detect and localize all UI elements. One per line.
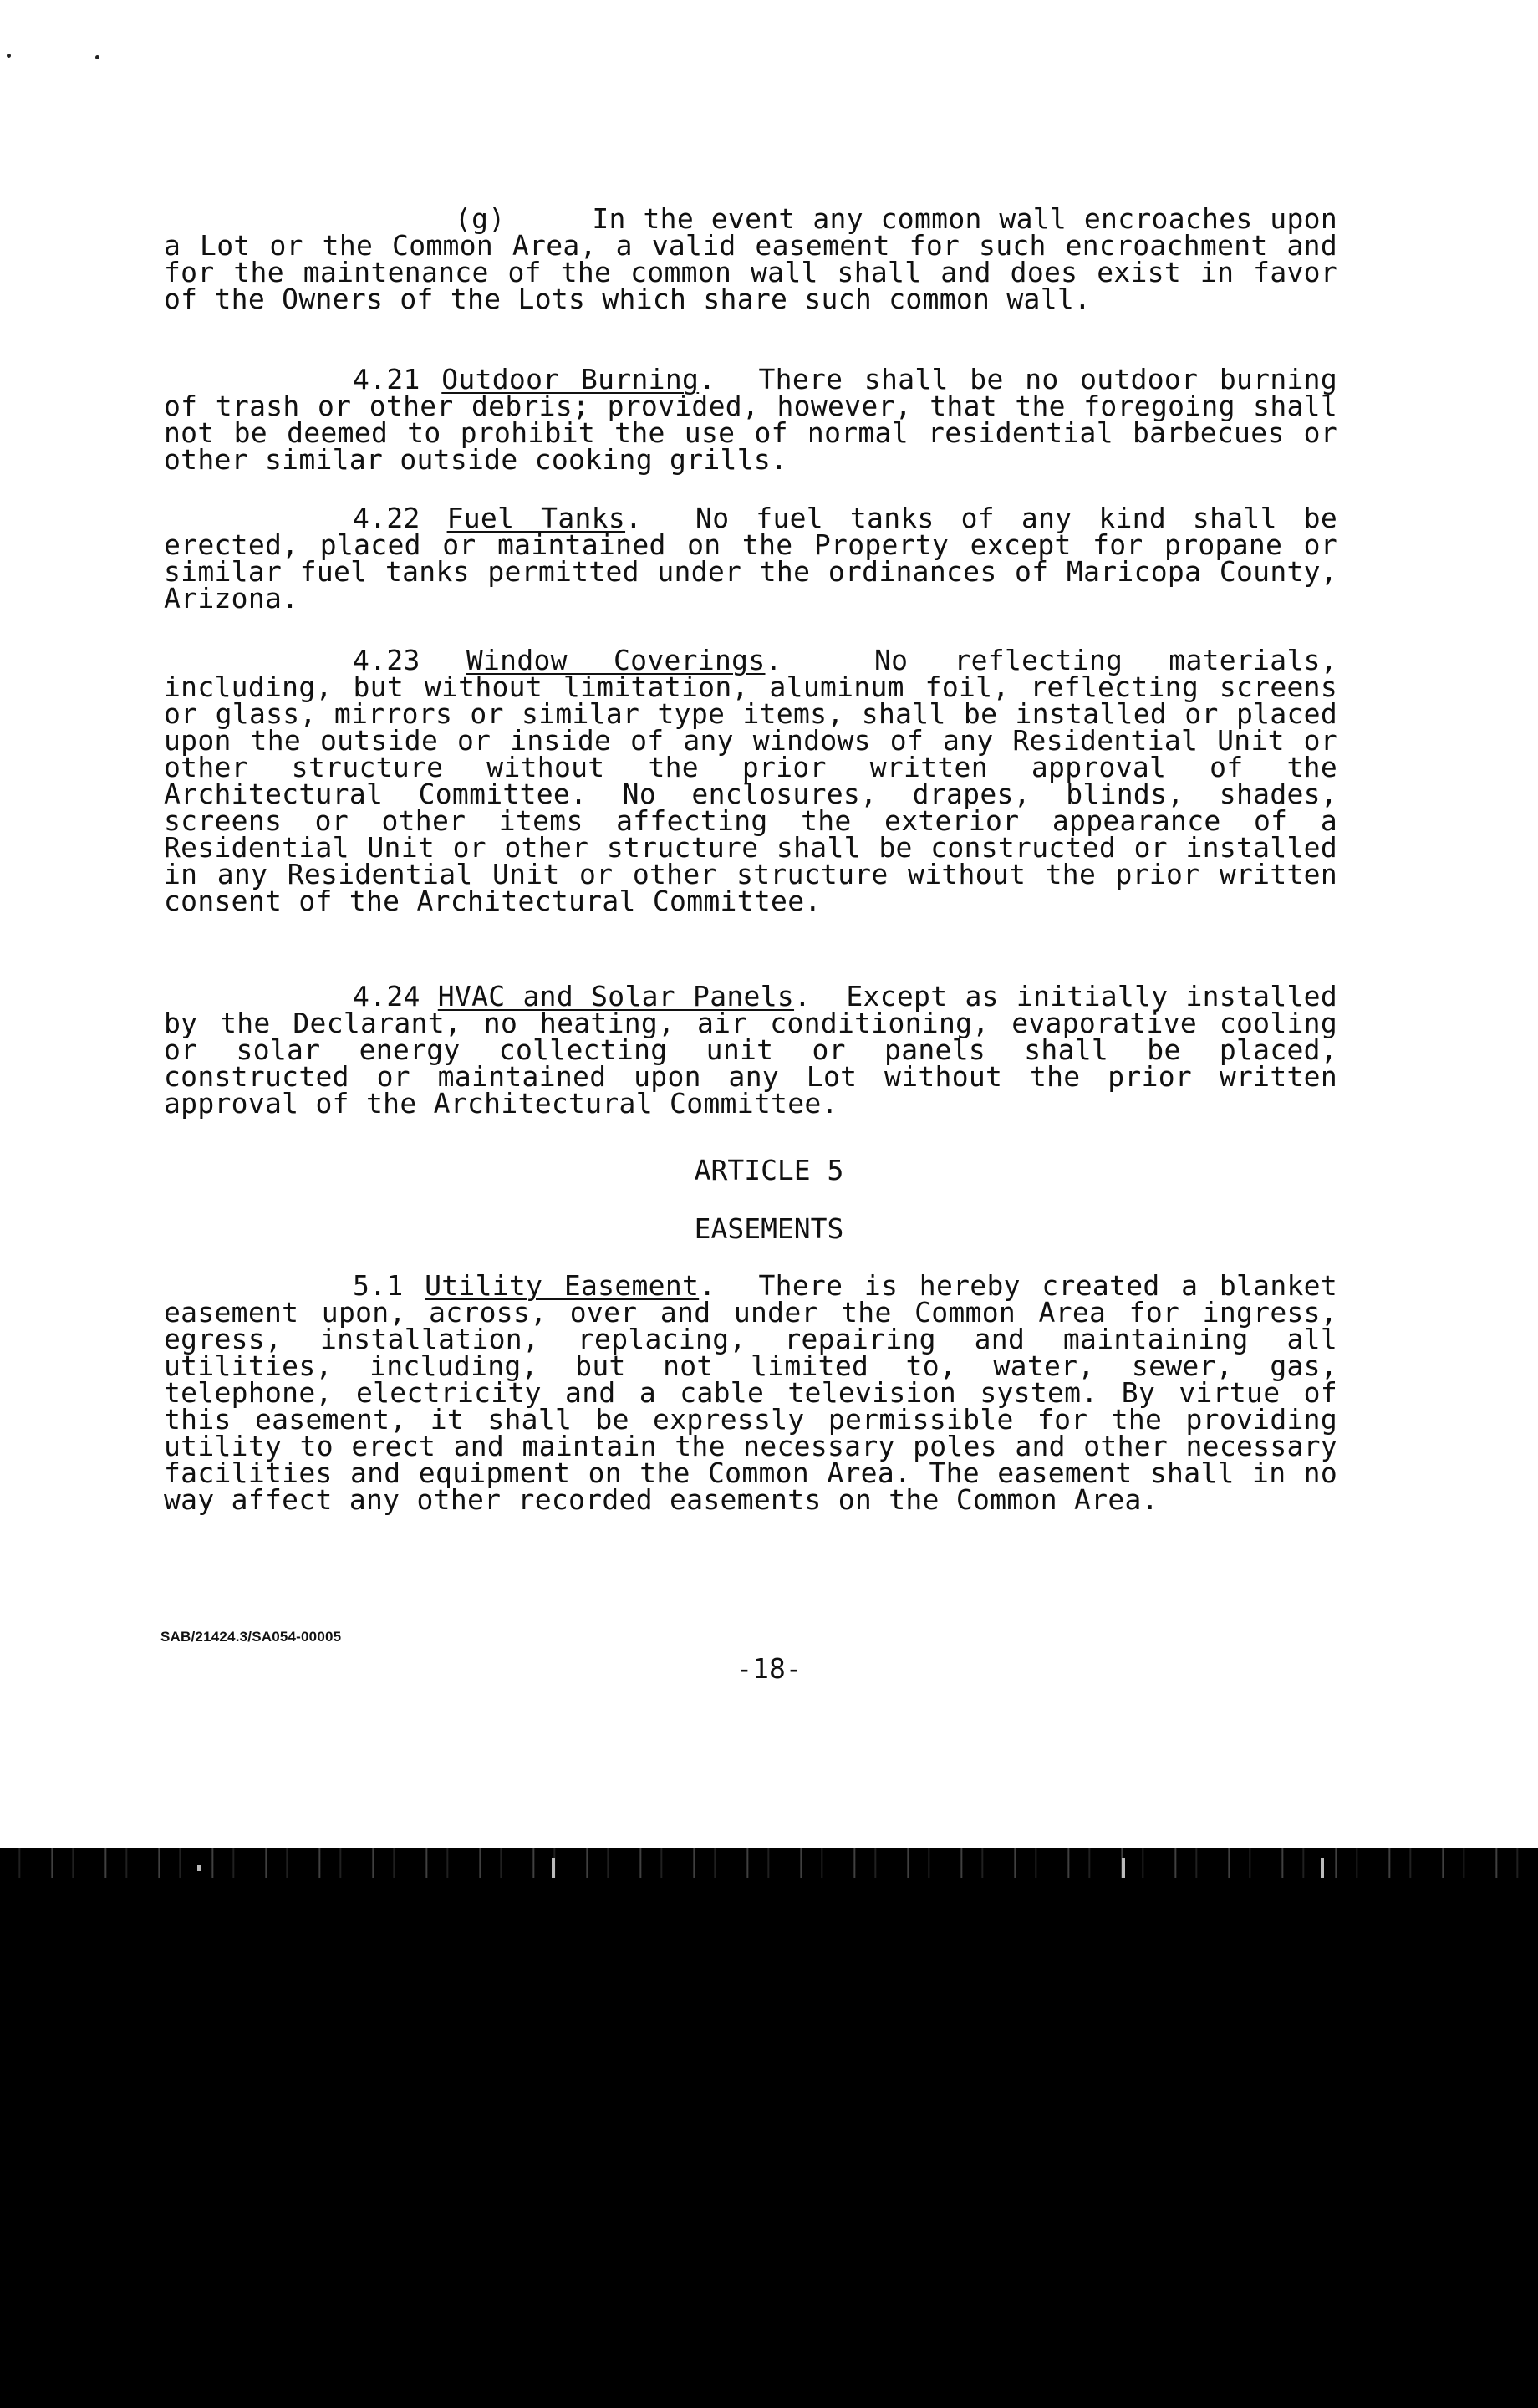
document-id: SAB/21424.3/SA054-00005 [160, 1629, 342, 1645]
section-5-1: 5.1 Utility Easement. There is hereby created a blanket easement upon, across, over and under the Common Area for ingress, egress, installation, replacing, repairing and maintaining all utilities, including, but not limited to, water, sewer, gas, telephone, electricity and a cable television system. By virtue of this easement, it shall be expressly permissible for the providing utility to erect and maintain the necessary poles and other necessary facilities and equipment on the Common Area. The easement shall in no way affect any other recorded easements on the Common Area. [164, 1269, 1337, 1516]
section-body: No reflecting materials, including, but without limitation, aluminum foil, reflecting screens or glass, mirrors or similar type items, shall be installed or placed upon the outside or inside of any windows of any Residential Unit or other structure without the prior written approval of the Architectural Committee. No enclosures, drapes, blinds, shades, screens or other items affecting the exterior appearance of a Residential Unit or other structure shall be constructed or installed in any Residential Unit or other structure without the prior written consent of the Architectural Committee. [164, 644, 1337, 917]
section-4-21: 4.21 Outdoor Burning. There shall be no outdoor burning of trash or other debris; provided, however, that the foregoing shall not be deemed to prohibit the use of normal residential barbecues or other similar outside cooking grills. [164, 363, 1338, 476]
section-heading: Fuel Tanks [446, 502, 626, 534]
section-number: 4.22 [353, 502, 420, 534]
section-body: Except as initially installed by the Declarant, no heating, air conditioning, evaporative cooling or solar energy collecting unit or panels shall be placed, constructed or maintained upon any Lot without the prior written approval of the Architectural Committee. [164, 980, 1337, 1120]
section-4-24: 4.24 HVAC and Solar Panels. Except as initially installed by the Declarant, no heating, air conditioning, evaporative cooling or solar energy collecting unit or panels shall be placed, constructed or maintained upon any Lot without the prior written approval of the Architectural Committee. [164, 980, 1337, 1120]
scan-mark [1321, 1858, 1324, 1878]
section-number: 5.1 [353, 1269, 404, 1302]
scan-mark [552, 1858, 555, 1878]
section-number: 4.21 [353, 363, 420, 395]
section-4-23: 4.23 Window Coverings. No reflecting materials, including, but without limitation, aluminum foil, reflecting screens or glass, mirrors or similar type items, shall be installed or placed upon the outside or inside of any windows of any Residential Unit or other structure without the prior written approval of the Architectural Committee. No enclosures, drapes, blinds, shades, screens or other items affecting the exterior appearance of a Residential Unit or other structure shall be constructed or installed in any Residential Unit or other structure without the prior written consent of the Architectural Committee. [164, 644, 1337, 917]
section-heading: Outdoor Burning [441, 363, 700, 395]
section-heading: HVAC and Solar Panels [437, 980, 795, 1013]
section-heading: Utility Easement [425, 1269, 700, 1302]
article-label: ARTICLE 5 [694, 1154, 844, 1186]
section-body: No fuel tanks of any kind shall be erected, placed or maintained on the Property except for propane or similar fuel tanks permitted under the ordinances of Maricopa County, Arizona. [164, 502, 1337, 615]
scan-edge-strip [0, 1848, 1538, 1878]
paragraph-label: (g) [455, 202, 506, 235]
paragraph-g [164, 202, 1337, 315]
page-number: -18- [736, 1652, 802, 1685]
paragraph-body: In the event any common wall encroaches upon a Lot or the Common Area, a valid easement for such encroachment and for the maintenance of the common wall shall and does exist in favor of the Owners of the Lots which share such common wall. [164, 202, 1337, 315]
section-body: There shall be no outdoor burning of trash or other debris; provided, however, that the foregoing shall not be deemed to prohibit the use of normal residential barbecues or other similar outside cooking grills. [164, 363, 1338, 476]
article-title: EASEMENTS [694, 1212, 844, 1245]
section-4-22: 4.22 Fuel Tanks. No fuel tanks of any kind shall be erected, placed or maintained on the Property except for propane or similar fuel tanks permitted under the ordinances of Maricopa County, Arizona. [164, 502, 1337, 615]
scan-speck [95, 55, 99, 59]
scan-mark [1122, 1858, 1125, 1878]
scan-mark [197, 1865, 201, 1871]
scan-speck [7, 54, 11, 58]
section-number: 4.23 [353, 644, 420, 676]
section-body: There is hereby created a blanket easement upon, across, over and under the Common Area for ingress, egress, installation, replacing, repairing and maintaining all utilities, including, but not limited to, water, sewer, gas, telephone, electricity and a cable television system. By virtue of this easement, it shall be expressly permissible for the providing utility to erect and maintain the necessary poles and other necessary facilities and equipment on the Common Area. The easement shall in no way affect any other recorded easements on the Common Area. [164, 1269, 1337, 1516]
section-heading: Window Coverings [466, 644, 766, 676]
section-number: 4.24 [353, 980, 420, 1013]
